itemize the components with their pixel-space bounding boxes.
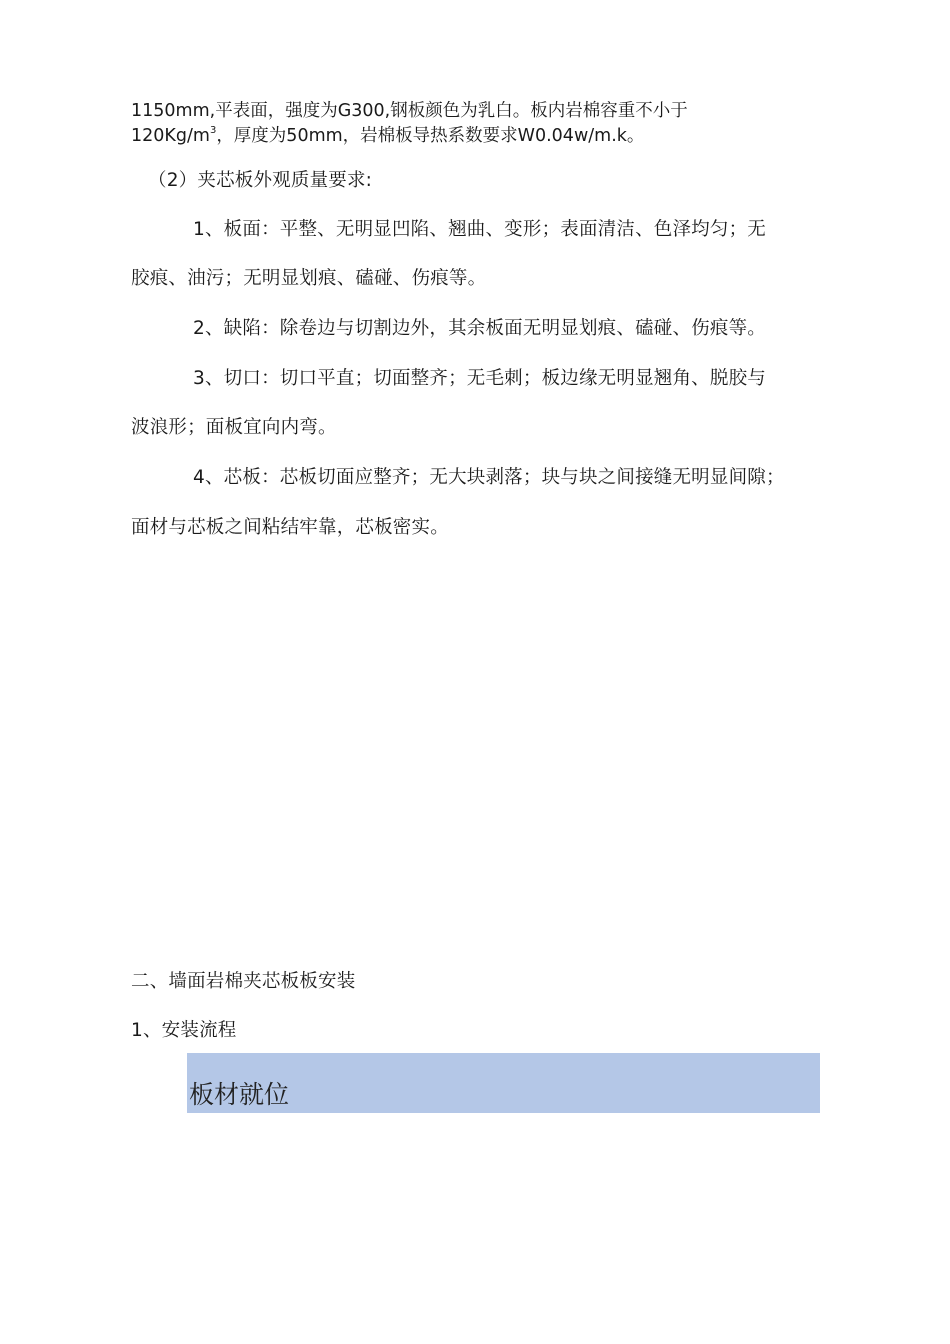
spec-line-2-rest: ，厚度为50mm，岩棉板导热系数要求W0.04w/m.k。 — [216, 126, 645, 146]
spec-density-superscript: 3 — [209, 125, 217, 136]
quality-item-1-line-2: 胶痕、油污；无明显划痕、磕碰、伤痕等。 — [131, 268, 487, 289]
section-2-title: 二、墙面岩棉夹芯板板安装 — [131, 971, 356, 992]
spec-density-value: 120Kg/m — [131, 126, 210, 146]
spec-line-2 — [131, 124, 644, 148]
quality-item-3-line-2: 波浪形；面板宜向内弯。 — [131, 417, 337, 438]
quality-item-1-line-1: 1、板面：平整、无明显凹陷、翘曲、变形；表面清洁、色泽均匀；无 — [193, 219, 766, 240]
quality-item-2: 2、缺陷：除卷边与切割边外，其余板面无明显划痕、磕碰、伤痕等。 — [193, 318, 766, 339]
flow-step-label: 板材就位 — [189, 1080, 290, 1109]
install-process-subtitle: 1、安装流程 — [131, 1020, 237, 1041]
quality-item-4-line-2: 面材与芯板之间粘结牢靠，芯板密实。 — [131, 517, 449, 538]
flow-step-box — [187, 1053, 820, 1113]
quality-item-3-line-1: 3、切口：切口平直；切面整齐；无毛刺；板边缘无明显翘角、脱胶与 — [193, 368, 766, 389]
quality-heading: （2）夹芯板外观质量要求: — [148, 170, 373, 191]
spec-line-1: 1150mm,平表面，强度为G300,钢板颜色为乳白。板内岩棉容重不小于 — [131, 101, 688, 121]
quality-item-4-line-1: 4、芯板：芯板切面应整齐；无大块剥落；块与块之间接缝无明显间隙； — [193, 467, 785, 488]
